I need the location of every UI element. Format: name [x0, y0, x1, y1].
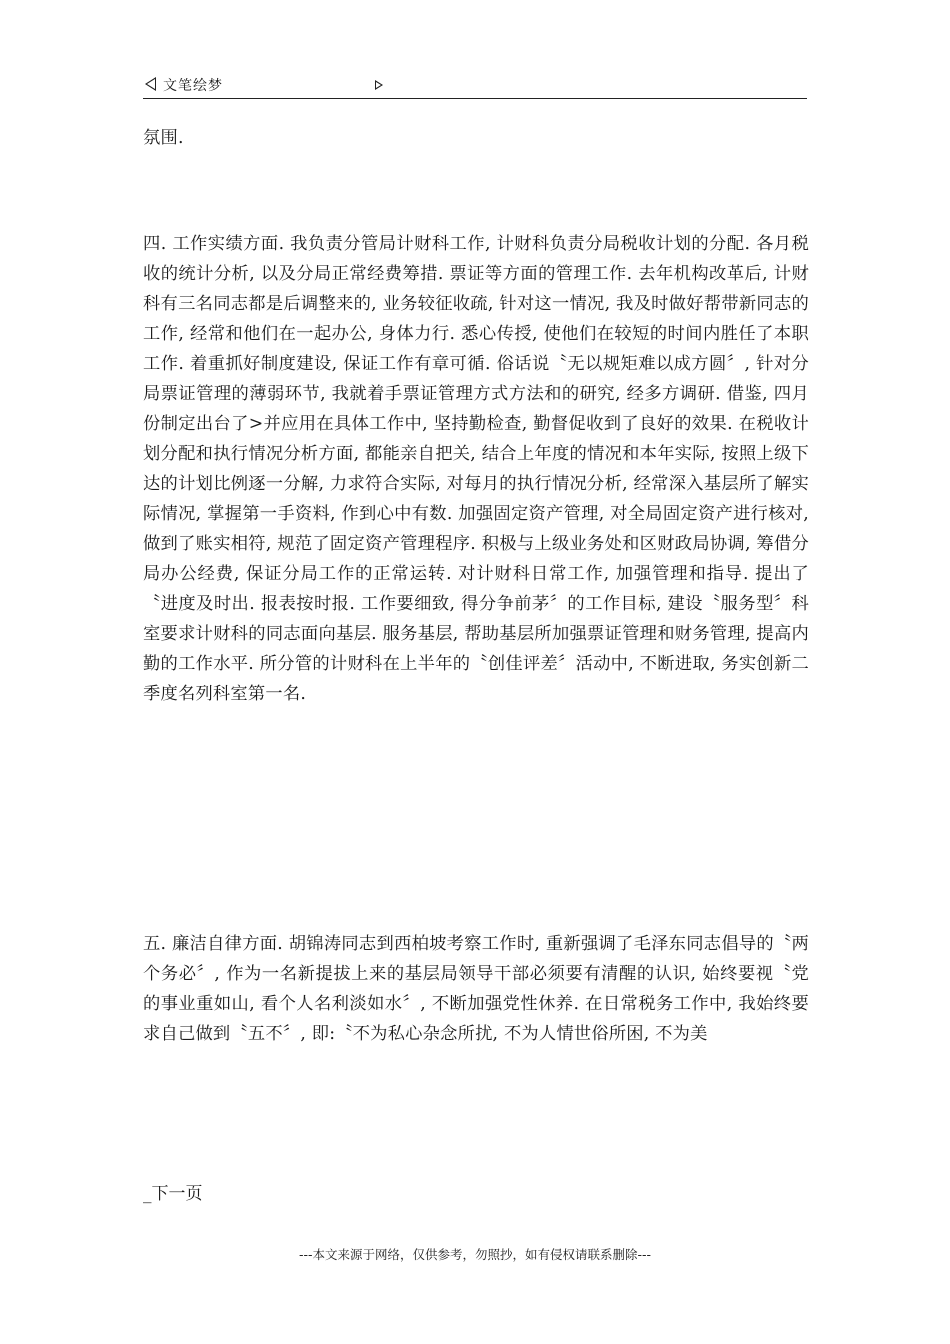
- paragraph-section-four: 四. 工作实绩方面. 我负责分管局计财科工作, 计财科负责分局税收计划的分配. 各月税收的统计分析, 以及分局正常经费筹措. 票证等方面的管理工作. 去年机构改革后, 计财科有三名同志都是后调整来的, 业务较征收疏, 针对这一情况, 我及时做好帮带新同志的工作, 经常和他们在一起办公, 身体力行. 悉心传授, 使他们在较短的时间内胜任了本职工作. 着重抓好制度建设, 保证工作有章可循. 俗话说〝无以规矩难以成方圆〞, 针对分局票证管理的薄弱环节, 我就着手票证管理方式方法和的研究, 经多方调研. 借鉴, 四月份制定出台了>并应用在具体工作中, 坚持勤检查, 勤督促收到了良好的效果. 在税收计划分配和执行情况分析方面, 都能亲自把关, 结合上年度的情况和本年实际, 按照上级下达的计划比例逐一分解, 力求符合实际, 对每月的执行情况分析, 经常深入基层所了解实际情况, 掌握第一手资料, 作到心中有数. 加强固定资产管理, 对全局固定资产进行核对, 做到了账实相符, 规范了固定资产管理程序. 积极与上级业务处和区财政局协调, 筹借分局办公经费, 保证分局工作的正常运转. 对计财科日常工作, 加强管理和指导. 提出了〝进度及时出. 报表按时报. 工作要细致, 得分争前茅〞的工作目标, 建设〝服务型〞科室要求计财科的同志面向基层. 服务基层, 帮助基层所加强票证管理和财务管理, 提高内勤的工作水平. 所分管的计财科在上半年的〝创佳评差〞活动中, 不断进取, 务实创新二季度名列科室第一名.: [143, 234, 809, 704]
- header-brand: 文笔绘梦: [163, 78, 223, 94]
- footer-disclaimer: ---本文来源于网络，仅供参考，勿照抄，如有侵权请联系删除---: [298, 1247, 652, 1262]
- next-page-link[interactable]: _下一页: [143, 1184, 203, 1204]
- paragraph-section-five: 五. 廉洁自律方面. 胡锦涛同志到西柏坡考察工作时, 重新强调了毛泽东同志倡导的〝两个务必〞, 作为一名新提拔上来的基层局领导干部必须要有清醒的认识, 始终要视〝党的事业重如山, 看个人名利淡如水〞, 不断加强党性休养. 在日常税务工作中, 我始终要求自己做到〝五不〞, 即:〝不为私心杂念所扰, 不为人情世俗所困, 不为美: [143, 934, 809, 1044]
- triangle-right-icon: [375, 80, 383, 90]
- triangle-left-icon: [145, 77, 156, 91]
- paragraph-continuation: 氛围.: [143, 128, 184, 148]
- page-header: [143, 74, 807, 99]
